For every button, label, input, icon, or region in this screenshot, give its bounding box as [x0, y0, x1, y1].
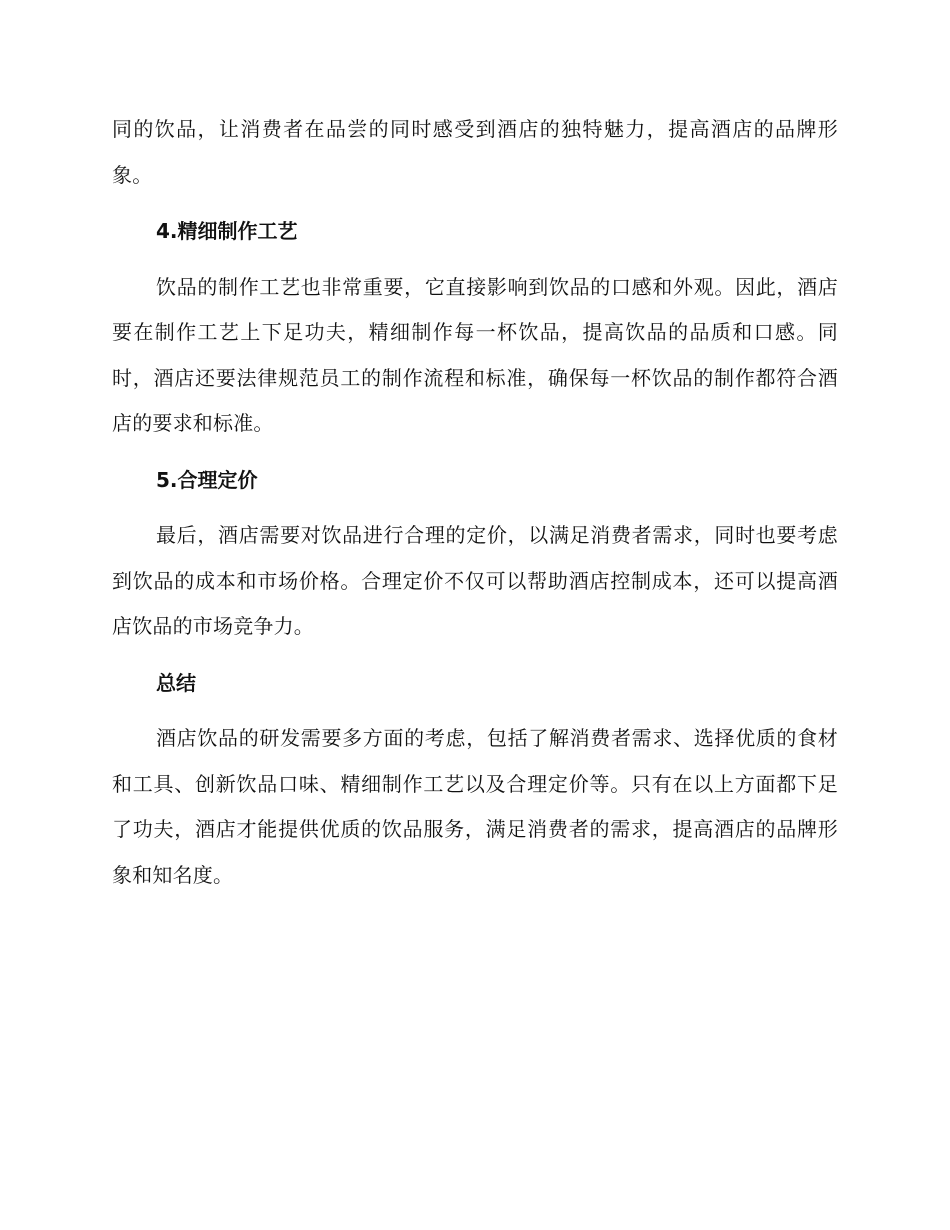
section-heading-summary: 总结	[156, 670, 196, 695]
paragraph-craft: 饮品的制作工艺也非常重要，它直接影响到饮品的口感和外观。因此，酒店要在制作工艺上下足功夫，精细制作每一杯饮品，提高饮品的品质和口感。同时，酒店还要法律规范员工的制作流程和标准，确保每一杯饮品的制作都符合酒店的要求和标准。	[112, 274, 838, 435]
section-heading-pricing: 5.合理定价	[156, 467, 258, 492]
document-page	[112, 107, 838, 898]
paragraph-continuation: 同的饮品，让消费者在品尝的同时感受到酒店的独特魅力，提高酒店的品牌形象。	[112, 117, 838, 187]
section-heading-craft: 4.精细制作工艺	[156, 219, 298, 243]
paragraph-pricing: 最后，酒店需要对饮品进行合理的定价，以满足消费者需求，同时也要考虑到饮品的成本和市场价格。合理定价不仅可以帮助酒店控制成本，还可以提高酒店饮品的市场竞争力。	[112, 523, 838, 638]
paragraph-summary: 酒店饮品的研发需要多方面的考虑，包括了解消费者需求、选择优质的食材和工具、创新饮品口味、精细制作工艺以及合理定价等。只有在以上方面都下足了功夫，酒店才能提供优质的饮品服务，满足消费者的需求，提高酒店的品牌形象和知名度。	[112, 726, 838, 887]
